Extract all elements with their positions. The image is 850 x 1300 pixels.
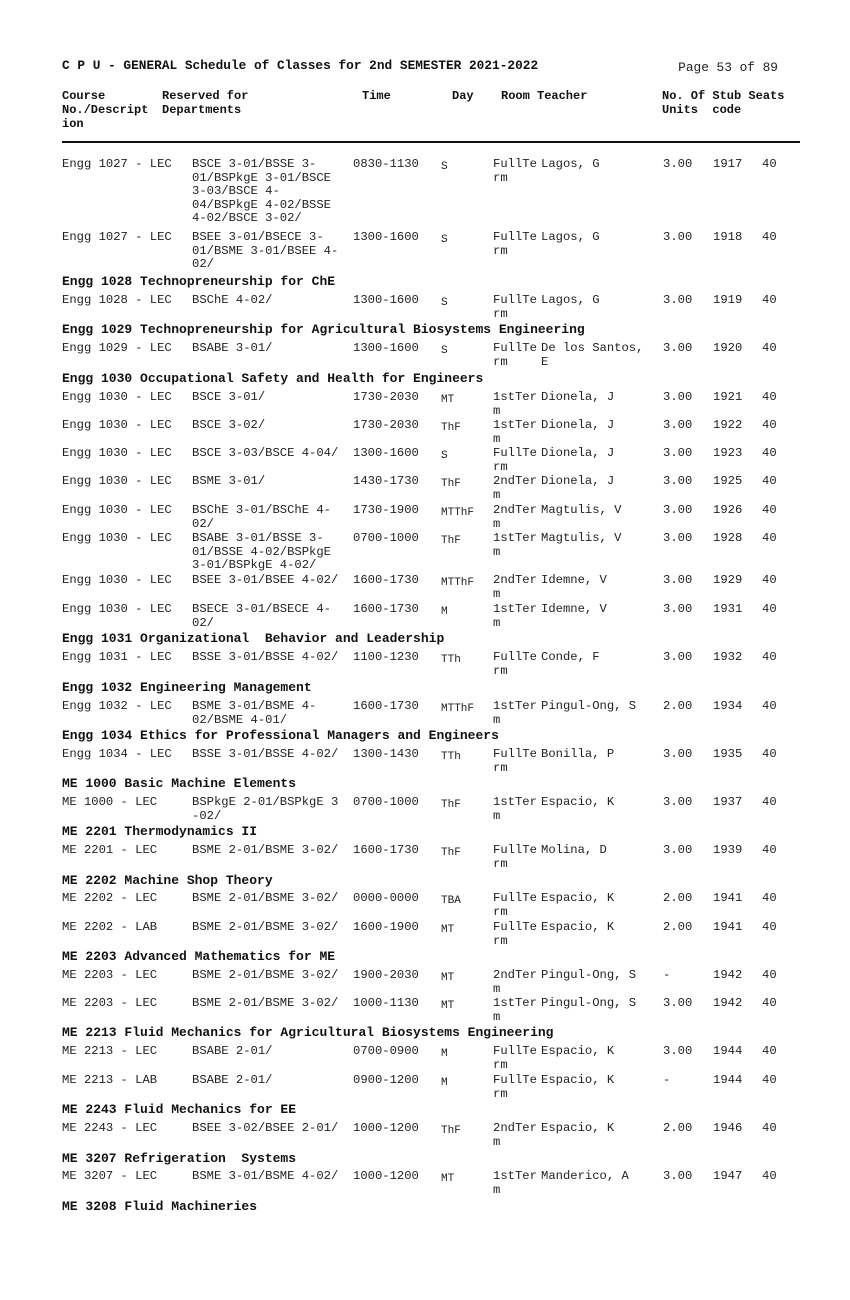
- room-cell: 1stTer m: [493, 531, 537, 559]
- seats-cell: 40: [762, 390, 777, 404]
- stub-code-cell: 1941: [713, 891, 743, 905]
- units-cell: 3.00: [663, 650, 693, 664]
- reserved-cell: BSABE 2-01/: [192, 1044, 273, 1058]
- teacher-cell: De los Santos, E: [541, 341, 644, 369]
- course-cell: Engg 1030 - LEC: [62, 531, 172, 545]
- day-cell: S: [441, 297, 448, 309]
- course-cell: ME 2203 - LEC: [62, 996, 158, 1010]
- day-cell: S: [441, 234, 448, 246]
- day-cell: MTThF: [441, 507, 475, 519]
- time-cell: 0700-0900: [353, 1044, 419, 1058]
- day-cell: ThF: [441, 847, 461, 859]
- stub-code-cell: 1928: [713, 531, 743, 545]
- units-cell: 3.00: [663, 418, 693, 432]
- subject-heading: ME 3208 Fluid Machineries: [62, 1199, 258, 1214]
- teacher-cell: Pingul-Ong, S: [541, 968, 637, 982]
- course-cell: ME 2213 - LAB: [62, 1073, 158, 1087]
- day-cell: M: [441, 1048, 448, 1060]
- units-cell: -: [663, 968, 671, 982]
- teacher-cell: Molina, D: [541, 843, 607, 857]
- units-cell: 3.00: [663, 531, 693, 545]
- teacher-cell: Espacio, K: [541, 1073, 615, 1087]
- units-cell: 3.00: [663, 474, 693, 488]
- teacher-cell: Espacio, K: [541, 1121, 615, 1135]
- time-cell: 1000-1130: [353, 996, 419, 1010]
- teacher-cell: Espacio, K: [541, 891, 615, 905]
- seats-cell: 40: [762, 843, 777, 857]
- time-cell: 1100-1230: [353, 650, 419, 664]
- seats-cell: 40: [762, 1121, 777, 1135]
- stub-code-cell: 1931: [713, 602, 743, 616]
- time-cell: 1600-1730: [353, 699, 419, 713]
- stub-code-cell: 1935: [713, 747, 743, 761]
- page-number: Page 53 of 89: [678, 60, 778, 75]
- teacher-cell: Conde, F: [541, 650, 600, 664]
- reserved-cell: BSABE 3-01/: [192, 341, 273, 355]
- seats-cell: 40: [762, 602, 777, 616]
- stub-code-cell: 1937: [713, 795, 743, 809]
- course-cell: ME 2243 - LEC: [62, 1121, 158, 1135]
- time-cell: 0000-0000: [353, 891, 419, 905]
- col-reserved: Reserved for Departments: [162, 89, 249, 117]
- reserved-cell: BSME 3-01/BSME 4- 02/BSME 4-01/: [192, 699, 317, 727]
- subject-heading: Engg 1032 Engineering Management: [62, 680, 312, 695]
- units-cell: 2.00: [663, 699, 693, 713]
- seats-cell: 40: [762, 747, 777, 761]
- reserved-cell: BSABE 2-01/: [192, 1073, 273, 1087]
- seats-cell: 40: [762, 996, 777, 1010]
- time-cell: 1300-1600: [353, 230, 419, 244]
- subject-heading: Engg 1030 Occupational Safety and Health for Engineers: [62, 371, 484, 386]
- room-cell: 2ndTer m: [493, 573, 537, 601]
- seats-cell: 40: [762, 293, 777, 307]
- time-cell: 0700-1000: [353, 795, 419, 809]
- time-cell: 1600-1730: [353, 573, 419, 587]
- time-cell: 1900-2030: [353, 968, 419, 982]
- course-cell: Engg 1032 - LEC: [62, 699, 172, 713]
- subject-heading: ME 1000 Basic Machine Elements: [62, 776, 297, 791]
- stub-code-cell: 1939: [713, 843, 743, 857]
- day-cell: MTThF: [441, 577, 475, 589]
- col-day: Day: [452, 89, 474, 103]
- room-cell: FullTe rm: [493, 341, 537, 369]
- reserved-cell: BSChE 4-02/: [192, 293, 273, 307]
- reserved-cell: BSEE 3-02/BSEE 2-01/: [192, 1121, 339, 1135]
- units-cell: 3.00: [663, 843, 693, 857]
- day-cell: S: [441, 345, 448, 357]
- time-cell: 1300-1600: [353, 446, 419, 460]
- subject-heading: ME 2202 Machine Shop Theory: [62, 873, 273, 888]
- seats-cell: 40: [762, 1044, 777, 1058]
- day-cell: S: [441, 161, 448, 173]
- seats-cell: 40: [762, 474, 777, 488]
- room-cell: FullTe rm: [493, 1073, 537, 1101]
- reserved-cell: BSME 2-01/BSME 3-02/: [192, 843, 339, 857]
- seats-cell: 40: [762, 891, 777, 905]
- course-cell: ME 2201 - LEC: [62, 843, 158, 857]
- seats-cell: 40: [762, 341, 777, 355]
- course-cell: Engg 1030 - LEC: [62, 474, 172, 488]
- stub-code-cell: 1944: [713, 1073, 743, 1087]
- time-cell: 1000-1200: [353, 1169, 419, 1183]
- day-cell: MT: [441, 924, 455, 936]
- time-cell: 1300-1600: [353, 293, 419, 307]
- teacher-cell: Espacio, K: [541, 795, 615, 809]
- room-cell: 2ndTer m: [493, 968, 537, 996]
- teacher-cell: Idemne, V: [541, 602, 607, 616]
- subject-heading: ME 2203 Advanced Mathematics for ME: [62, 949, 336, 964]
- room-cell: 1stTer m: [493, 390, 537, 418]
- units-cell: 2.00: [663, 1121, 693, 1135]
- stub-code-cell: 1942: [713, 996, 743, 1010]
- col-room-teacher: Room Teacher: [501, 89, 588, 103]
- stub-code-cell: 1917: [713, 157, 743, 171]
- units-cell: 3.00: [663, 795, 693, 809]
- teacher-cell: Lagos, G: [541, 293, 600, 307]
- day-cell: M: [441, 1077, 448, 1089]
- room-cell: 1stTer m: [493, 699, 537, 727]
- units-cell: 3.00: [663, 747, 693, 761]
- day-cell: S: [441, 450, 448, 462]
- course-cell: Engg 1027 - LEC: [62, 230, 172, 244]
- units-cell: 3.00: [663, 446, 693, 460]
- units-cell: 3.00: [663, 293, 693, 307]
- stub-code-cell: 1918: [713, 230, 743, 244]
- reserved-cell: BSECE 3-01/BSECE 4- 02/: [192, 602, 331, 630]
- time-cell: 1730-1900: [353, 503, 419, 517]
- stub-code-cell: 1923: [713, 446, 743, 460]
- teacher-cell: Magtulis, V: [541, 503, 622, 517]
- units-cell: 3.00: [663, 390, 693, 404]
- units-cell: 3.00: [663, 996, 693, 1010]
- units-cell: 2.00: [663, 920, 693, 934]
- units-cell: 3.00: [663, 230, 693, 244]
- col-units-stub-seats: No. Of Stub Seats Units code: [662, 89, 785, 117]
- time-cell: 1730-2030: [353, 390, 419, 404]
- reserved-cell: BSCE 3-03/BSCE 4-04/: [192, 446, 339, 460]
- room-cell: FullTe rm: [493, 843, 537, 871]
- course-cell: ME 2202 - LEC: [62, 891, 158, 905]
- seats-cell: 40: [762, 920, 777, 934]
- seats-cell: 40: [762, 157, 777, 171]
- units-cell: -: [663, 1073, 671, 1087]
- seats-cell: 40: [762, 503, 777, 517]
- course-cell: Engg 1030 - LEC: [62, 573, 172, 587]
- subject-heading: Engg 1028 Technopreneurship for ChE: [62, 274, 336, 289]
- time-cell: 1300-1430: [353, 747, 419, 761]
- room-cell: 2ndTer m: [493, 1121, 537, 1149]
- subject-heading: ME 2201 Thermodynamics II: [62, 824, 258, 839]
- course-cell: Engg 1030 - LEC: [62, 418, 172, 432]
- room-cell: FullTe rm: [493, 891, 537, 919]
- reserved-cell: BSEE 3-01/BSEE 4-02/: [192, 573, 339, 587]
- seats-cell: 40: [762, 418, 777, 432]
- course-cell: Engg 1028 - LEC: [62, 293, 172, 307]
- course-cell: Engg 1030 - LEC: [62, 446, 172, 460]
- day-cell: TBA: [441, 895, 461, 907]
- reserved-cell: BSPkgE 2-01/BSPkgE 3 -02/: [192, 795, 339, 823]
- reserved-cell: BSME 2-01/BSME 3-02/: [192, 891, 339, 905]
- teacher-cell: Dionela, J: [541, 390, 615, 404]
- seats-cell: 40: [762, 1169, 777, 1183]
- reserved-cell: BSME 3-01/BSME 4-02/: [192, 1169, 339, 1183]
- room-cell: 2ndTer m: [493, 474, 537, 502]
- subject-heading: Engg 1029 Technopreneurship for Agricultural Biosystems Engineering: [62, 322, 585, 337]
- teacher-cell: Espacio, K: [541, 1044, 615, 1058]
- day-cell: M: [441, 606, 448, 618]
- day-cell: ThF: [441, 799, 461, 811]
- teacher-cell: Pingul-Ong, S: [541, 996, 637, 1010]
- units-cell: 3.00: [663, 503, 693, 517]
- time-cell: 0700-1000: [353, 531, 419, 545]
- seats-cell: 40: [762, 795, 777, 809]
- teacher-cell: Manderico, A: [541, 1169, 629, 1183]
- room-cell: FullTe rm: [493, 747, 537, 775]
- course-cell: Engg 1029 - LEC: [62, 341, 172, 355]
- subject-heading: Engg 1031 Organizational Behavior and Leadership: [62, 631, 445, 646]
- teacher-cell: Idemne, V: [541, 573, 607, 587]
- units-cell: 3.00: [663, 157, 693, 171]
- stub-code-cell: 1941: [713, 920, 743, 934]
- stub-code-cell: 1929: [713, 573, 743, 587]
- teacher-cell: Magtulis, V: [541, 531, 622, 545]
- subject-heading: ME 2213 Fluid Mechanics for Agricultural Biosystems Engineering: [62, 1025, 554, 1040]
- col-time: Time: [362, 89, 391, 103]
- time-cell: 1430-1730: [353, 474, 419, 488]
- stub-code-cell: 1944: [713, 1044, 743, 1058]
- course-cell: ME 3207 - LEC: [62, 1169, 158, 1183]
- course-cell: ME 2213 - LEC: [62, 1044, 158, 1058]
- stub-code-cell: 1934: [713, 699, 743, 713]
- course-cell: Engg 1034 - LEC: [62, 747, 172, 761]
- teacher-cell: Espacio, K: [541, 920, 615, 934]
- course-cell: Engg 1027 - LEC: [62, 157, 172, 171]
- stub-code-cell: 1947: [713, 1169, 743, 1183]
- room-cell: FullTe rm: [493, 293, 537, 321]
- day-cell: ThF: [441, 478, 461, 490]
- teacher-cell: Lagos, G: [541, 157, 600, 171]
- room-cell: 1stTer m: [493, 795, 537, 823]
- room-cell: 1stTer m: [493, 602, 537, 630]
- units-cell: 3.00: [663, 1169, 693, 1183]
- seats-cell: 40: [762, 230, 777, 244]
- day-cell: MT: [441, 972, 455, 984]
- stub-code-cell: 1942: [713, 968, 743, 982]
- units-cell: 2.00: [663, 891, 693, 905]
- course-cell: ME 2202 - LAB: [62, 920, 158, 934]
- teacher-cell: Lagos, G: [541, 230, 600, 244]
- teacher-cell: Pingul-Ong, S: [541, 699, 637, 713]
- stub-code-cell: 1932: [713, 650, 743, 664]
- teacher-cell: Dionela, J: [541, 446, 615, 460]
- course-cell: Engg 1031 - LEC: [62, 650, 172, 664]
- page-title: C P U - GENERAL Schedule of Classes for 2nd SEMESTER 2021-2022: [62, 58, 539, 73]
- seats-cell: 40: [762, 446, 777, 460]
- stub-code-cell: 1921: [713, 390, 743, 404]
- teacher-cell: Bonilla, P: [541, 747, 615, 761]
- day-cell: MT: [441, 1173, 455, 1185]
- time-cell: 1600-1730: [353, 843, 419, 857]
- reserved-cell: BSME 3-01/: [192, 474, 266, 488]
- day-cell: ThF: [441, 422, 461, 434]
- room-cell: FullTe rm: [493, 1044, 537, 1072]
- reserved-cell: BSSE 3-01/BSSE 4-02/: [192, 747, 339, 761]
- time-cell: 1600-1730: [353, 602, 419, 616]
- seats-cell: 40: [762, 968, 777, 982]
- stub-code-cell: 1926: [713, 503, 743, 517]
- reserved-cell: BSCE 3-02/: [192, 418, 266, 432]
- room-cell: 2ndTer m: [493, 503, 537, 531]
- reserved-cell: BSCE 3-01/: [192, 390, 266, 404]
- room-cell: FullTe rm: [493, 920, 537, 948]
- time-cell: 1600-1900: [353, 920, 419, 934]
- seats-cell: 40: [762, 1073, 777, 1087]
- reserved-cell: BSCE 3-01/BSSE 3- 01/BSPkgE 3-01/BSCE 3-03/BSCE 4- 04/BSPkgE 4-02/BSSE 4-02/BSCE 3-02/: [192, 157, 331, 225]
- units-cell: 3.00: [663, 341, 693, 355]
- day-cell: MT: [441, 394, 455, 406]
- time-cell: 1300-1600: [353, 341, 419, 355]
- stub-code-cell: 1920: [713, 341, 743, 355]
- units-cell: 3.00: [663, 1044, 693, 1058]
- seats-cell: 40: [762, 573, 777, 587]
- time-cell: 0900-1200: [353, 1073, 419, 1087]
- subject-heading: ME 3207 Refrigeration Systems: [62, 1151, 297, 1166]
- seats-cell: 40: [762, 531, 777, 545]
- course-cell: ME 1000 - LEC: [62, 795, 158, 809]
- time-cell: 1730-2030: [353, 418, 419, 432]
- room-cell: FullTe rm: [493, 650, 537, 678]
- room-cell: 1stTer m: [493, 996, 537, 1024]
- course-cell: Engg 1030 - LEC: [62, 503, 172, 517]
- day-cell: TTh: [441, 654, 461, 666]
- reserved-cell: BSME 2-01/BSME 3-02/: [192, 968, 339, 982]
- seats-cell: 40: [762, 699, 777, 713]
- reserved-cell: BSEE 3-01/BSECE 3- 01/BSME 3-01/BSEE 4- 02/: [192, 230, 339, 271]
- teacher-cell: Dionela, J: [541, 474, 615, 488]
- room-cell: FullTe rm: [493, 157, 537, 185]
- units-cell: 3.00: [663, 573, 693, 587]
- room-cell: 1stTer m: [493, 1169, 537, 1197]
- day-cell: TTh: [441, 751, 461, 763]
- subject-heading: Engg 1034 Ethics for Professional Managers and Engineers: [62, 728, 499, 743]
- day-cell: MT: [441, 1000, 455, 1012]
- units-cell: 3.00: [663, 602, 693, 616]
- room-cell: 1stTer m: [493, 418, 537, 446]
- course-cell: ME 2203 - LEC: [62, 968, 158, 982]
- course-cell: Engg 1030 - LEC: [62, 390, 172, 404]
- teacher-cell: Dionela, J: [541, 418, 615, 432]
- course-cell: Engg 1030 - LEC: [62, 602, 172, 616]
- reserved-cell: BSME 2-01/BSME 3-02/: [192, 996, 339, 1010]
- reserved-cell: BSChE 3-01/BSChE 4- 02/: [192, 503, 331, 531]
- subject-heading: ME 2243 Fluid Mechanics for EE: [62, 1102, 297, 1117]
- room-cell: FullTe rm: [493, 230, 537, 258]
- reserved-cell: BSABE 3-01/BSSE 3- 01/BSSE 4-02/BSPkgE 3-01/BSPkgE 4-02/: [192, 531, 331, 572]
- day-cell: ThF: [441, 535, 461, 547]
- time-cell: 1000-1200: [353, 1121, 419, 1135]
- reserved-cell: BSSE 3-01/BSSE 4-02/: [192, 650, 339, 664]
- time-cell: 0830-1130: [353, 157, 419, 171]
- stub-code-cell: 1925: [713, 474, 743, 488]
- stub-code-cell: 1922: [713, 418, 743, 432]
- reserved-cell: BSME 2-01/BSME 3-02/: [192, 920, 339, 934]
- seats-cell: 40: [762, 650, 777, 664]
- stub-code-cell: 1919: [713, 293, 743, 307]
- col-course: Course No./Descript ion: [62, 89, 149, 131]
- day-cell: ThF: [441, 1125, 461, 1137]
- day-cell: MTThF: [441, 703, 475, 715]
- stub-code-cell: 1946: [713, 1121, 743, 1135]
- room-cell: FullTe rm: [493, 446, 537, 474]
